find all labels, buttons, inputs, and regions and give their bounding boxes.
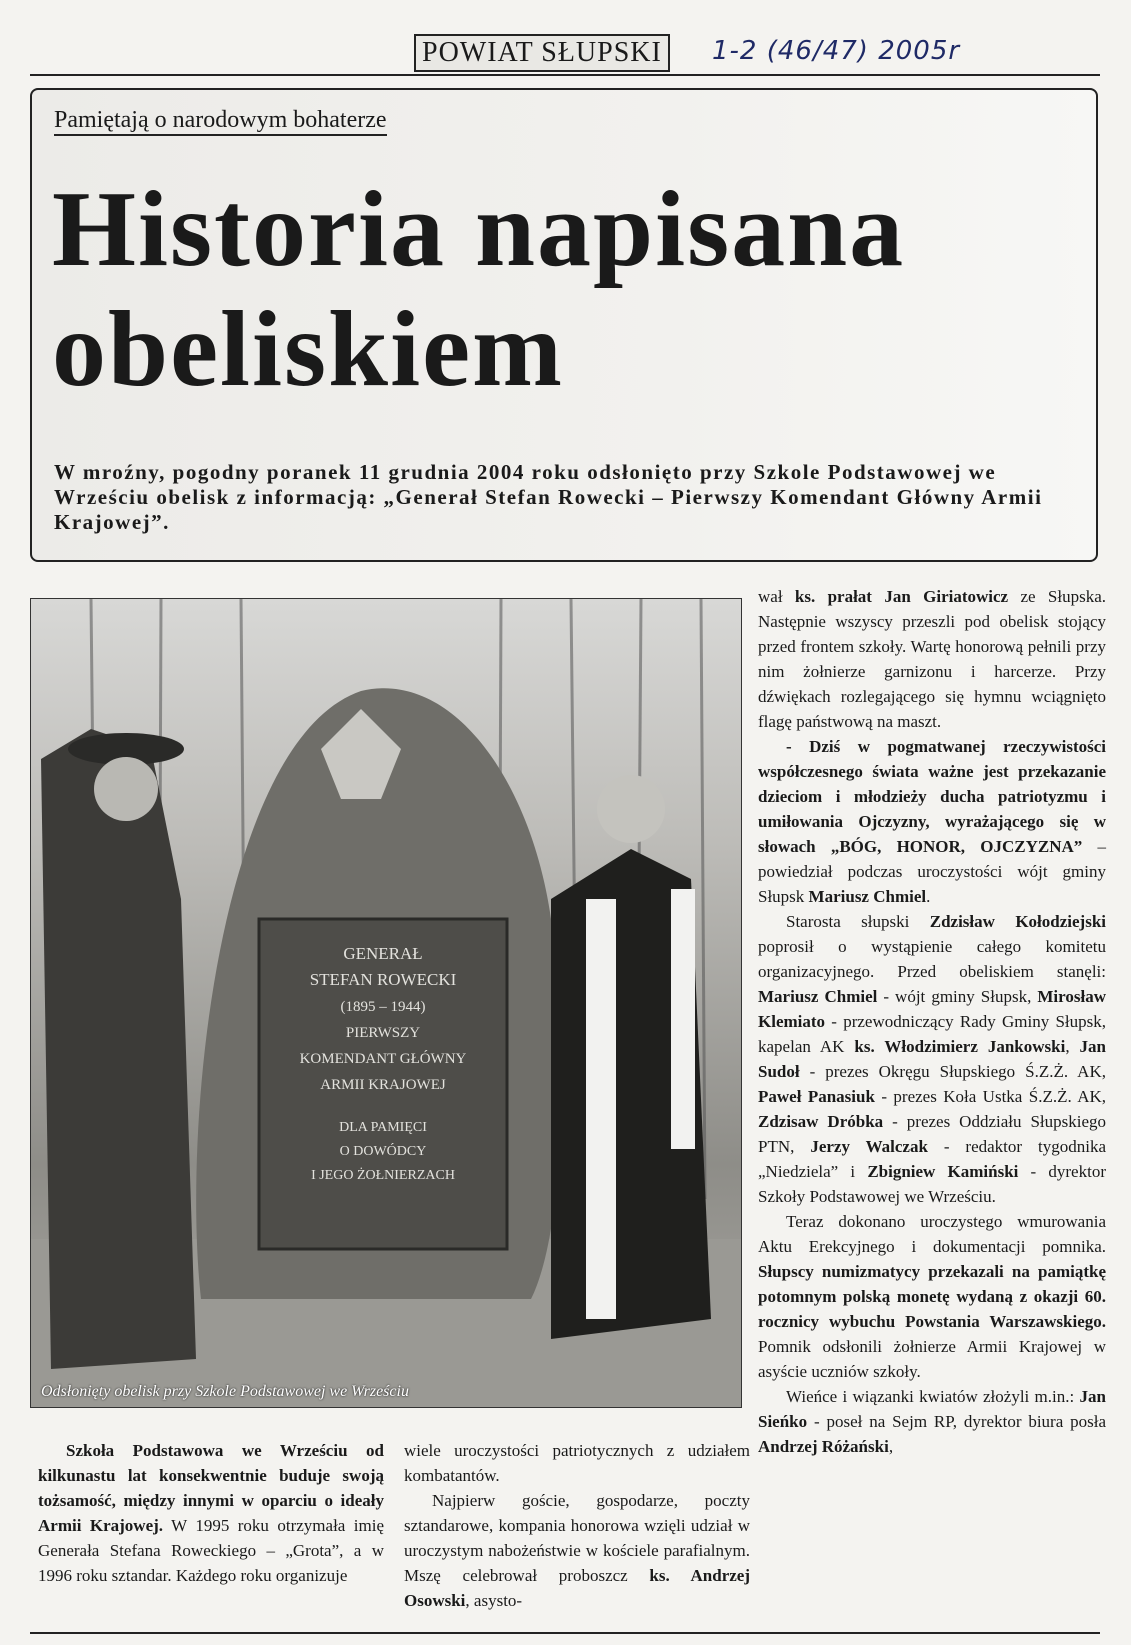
column-text-bold: Szkoła Podstawowa we Wrześciu od kilkunastu lat konsekwentnie buduje swoją tożsamość, między innymi w oparciu o ideały Armii Krajowej. xyxy=(38,1441,384,1535)
column-text: Teraz dokonano uroczystego wmurowania Aktu Erekcyjnego i dokumentacji pomnika. xyxy=(758,1212,1106,1256)
column-text: - redaktor tygodnika „Niedziela” i xyxy=(758,1137,1106,1181)
headline xyxy=(52,170,1092,410)
plaque-line: STEFAN ROWECKI xyxy=(309,970,457,989)
name-bold: Andrzej Różański xyxy=(758,1437,889,1456)
highlight-bold: Słupscy numizmatycy przekazali na pamiątkę potomnym polską monetę wydaną z okazji 60. rocznicy wybuchu Powstania Warszawskiego. xyxy=(758,1262,1106,1331)
newspaper-title: POWIAT SŁUPSKI xyxy=(414,34,670,72)
kicker: Pamiętają o narodowym bohaterze xyxy=(54,106,387,136)
bottom-rule xyxy=(30,1632,1100,1634)
name-bold: ks. prałat Jan Giriatowicz xyxy=(794,587,1009,606)
plaque-line: GENERAŁ xyxy=(343,944,423,963)
name-bold: Zdzisaw Dróbka xyxy=(758,1112,884,1131)
name-bold: Mirosław Klemiato xyxy=(758,987,1106,1031)
plaque-line: O DOWÓDCY xyxy=(339,1144,427,1159)
column-text: , asysto- xyxy=(465,1591,523,1610)
column-text: - przewodniczący Rady Gminy Słupsk, kapelan AK xyxy=(758,1012,1106,1056)
plaque-line: I JEGO ŻOŁNIERZACH xyxy=(311,1168,455,1183)
masthead xyxy=(0,0,1131,80)
article-column-1 xyxy=(38,1438,384,1588)
column-text: ze Słupska. Następnie wszyscy przeszli pod obelisk stojący przed frontem szkoły. Wartę honorową pełnili przy nim żołnierze garnizonu i harcerze. Przy dźwiękach rozlegającego się hymnu wciągnięto flagę państwową na maszt. xyxy=(758,587,1106,731)
name-bold: Paweł Panasiuk xyxy=(758,1087,875,1106)
headline-line-1: Historia napisana xyxy=(52,170,906,289)
column-text: - dyrektor Szkoły Podstawowej we Wrześciu. xyxy=(758,1162,1106,1206)
name-bold: Zbigniew Kamiński xyxy=(867,1162,1019,1181)
column-text: Wieńce i wiązanki kwiatów złożyli m.in.: xyxy=(786,1387,1080,1406)
quote-bold: - Dziś w pogmatwanej rzeczywistości współczesnego świata ważne jest przekazanie dzieciom i młodzieży ducha patriotyzmu i umiłowania Ojczyzny, wyrażającego się w słowach „BÓG, HONOR, OJCZYZNA” xyxy=(758,737,1106,856)
column-text: - prezes Okręgu Słupskiego Ś.Z.Ż. AK, xyxy=(799,1062,1106,1081)
name-bold: ks. Andrzej Osowski xyxy=(404,1566,750,1610)
name-bold: Jan Sudoł xyxy=(758,1037,1107,1081)
headline-line-2: obeliskiem xyxy=(52,290,565,409)
masthead-rule xyxy=(30,74,1100,76)
column-text: Najpierw goście, gospodarze, poczty sztandarowe, kompania honorowa wzięli udział w uroczystym nabożeństwie w kościele parafialnym. Mszę celebrował proboszcz xyxy=(404,1491,750,1585)
plaque-line: ARMII KRAJOWEJ xyxy=(320,1077,446,1093)
column-text: wał xyxy=(758,587,795,606)
column-text: - prezes Oddziału Słupskiego PTN, xyxy=(758,1112,1107,1156)
photo-illustration xyxy=(31,599,741,1407)
column-text: wiele uroczystości patriotycznych z udziałem kombatantów. xyxy=(404,1441,750,1485)
article-column-2 xyxy=(404,1438,750,1613)
name-bold: Mariusz Chmiel xyxy=(808,887,927,906)
column-text: poprosił o wystąpienie całego komitetu organizacyjnego. Przed obeliskiem stanęli: xyxy=(758,937,1106,981)
lead-paragraph: W mroźny, pogodny poranek 11 grudnia 2004 roku odsłonięto przy Szkole Podstawowej we Wrześciu obelisk z informacją: „Generał Stefan Rowecki – Pierwszy Komendant Główny Armii Krajowej”. xyxy=(54,460,1043,534)
name-bold: Jan Sieńko xyxy=(758,1387,1106,1431)
column-text: Starosta słupski xyxy=(786,912,930,931)
column-text: - poseł na Sejm RP, dyrektor biura posła xyxy=(807,1412,1106,1431)
column-text: - prezes Koła Ustka Ś.Z.Ż. AK, xyxy=(874,1087,1106,1106)
name-bold: Zdzisław Kołodziejski xyxy=(929,912,1106,931)
column-text: – powiedział podczas uroczystości wójt gminy Słupsk xyxy=(758,837,1106,906)
headline-box xyxy=(30,88,1098,562)
column-text: Pomnik odsłonili żołnierze Armii Krajowej w asyście uczniów szkoły. xyxy=(758,1337,1106,1381)
plaque-line: (1895 – 1944) xyxy=(340,999,426,1015)
name-bold: ks. Włodzimierz Jankowski xyxy=(854,1037,1066,1056)
article-photo xyxy=(30,598,742,1408)
plaque-line: DLA PAMIĘCI xyxy=(339,1120,427,1135)
column-text: - wójt gminy Słupsk, xyxy=(877,987,1038,1006)
column-text: , xyxy=(1065,1037,1080,1056)
name-bold: Jerzy Walczak xyxy=(810,1137,928,1156)
column-text: W 1995 roku otrzymała imię Generała Stefana Roweckiego – „Grota”, a w 1996 roku sztandar. Każdego roku organizuje xyxy=(38,1516,384,1585)
plaque-line: PIERWSZY xyxy=(345,1025,421,1041)
photo-caption: Odsłonięty obelisk przy Szkole Podstawowej we Wrześciu xyxy=(41,1383,409,1400)
article-column-3 xyxy=(758,584,1106,1459)
handwritten-date: 1-2 (46/47) 2005r xyxy=(712,36,961,66)
plaque-line: KOMENDANT GŁÓWNY xyxy=(299,1051,467,1067)
name-bold: Mariusz Chmiel xyxy=(758,987,878,1006)
column-text: . xyxy=(926,887,931,906)
column-text: , xyxy=(888,1437,894,1456)
